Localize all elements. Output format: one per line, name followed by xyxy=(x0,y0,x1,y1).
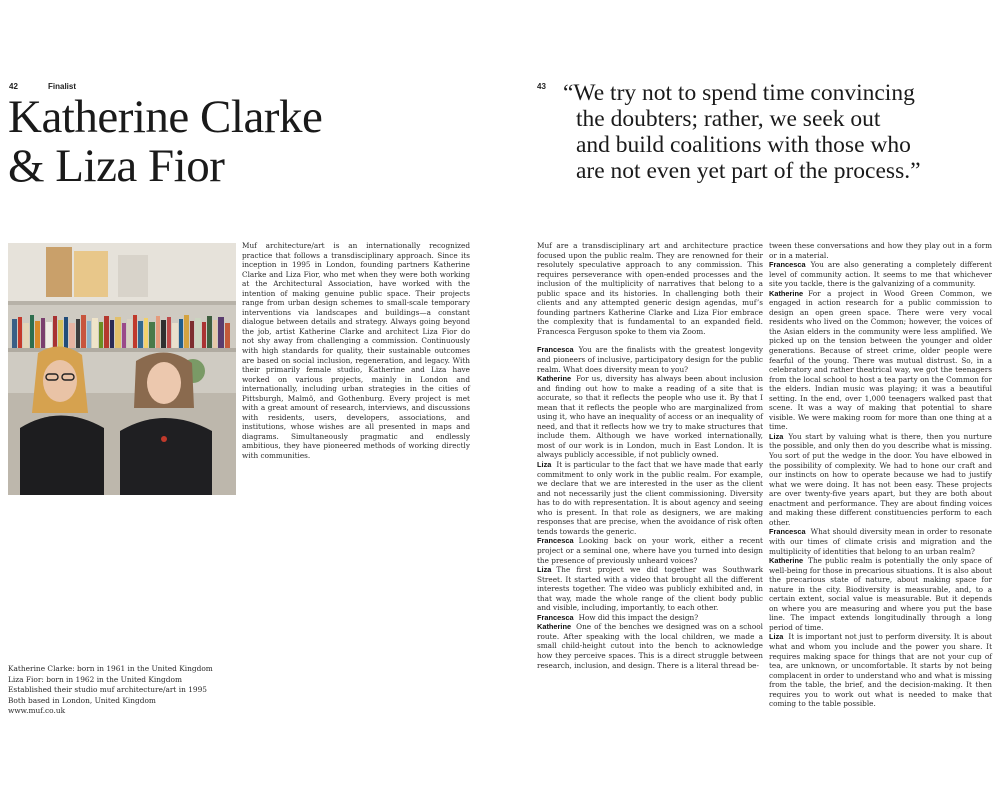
credit-line: Both based in London, United Kingdom xyxy=(8,695,156,705)
interview-turn xyxy=(537,565,763,613)
title-line-2: & Liza Fior xyxy=(8,140,225,192)
interview-turn xyxy=(769,556,992,632)
interview-column-2 xyxy=(769,241,992,709)
interview-turn xyxy=(537,613,763,623)
section-label: Finalist xyxy=(48,82,77,91)
interview-turn xyxy=(537,536,763,565)
interview-turn xyxy=(537,622,763,670)
interview-turn xyxy=(769,432,992,527)
speaker-name: Francesca xyxy=(537,536,574,546)
speaker-name: Liza xyxy=(769,632,784,642)
quote-line: the doubters; rather, we seek out xyxy=(576,106,881,132)
intro-text xyxy=(242,241,470,461)
speaker-name: Katherine xyxy=(537,374,572,384)
page-number-right: 43 xyxy=(537,82,546,91)
speaker-name: Francesca xyxy=(537,612,574,622)
turn-text: You are the finalists with the greatest longevity and pioneers of inclusive, participatory design for the public realm. What does diversity mean to you? xyxy=(537,345,763,374)
interview-lead: tween these conversations and how they play out in a form or in a material. xyxy=(769,241,992,260)
speaker-name: Francesca xyxy=(769,260,806,270)
speaker-name: Liza xyxy=(537,460,552,470)
interview-turn xyxy=(769,289,992,432)
interview-turn xyxy=(537,345,763,374)
turn-text: Looking back on your work, either a recent project or a seminal one, where have you turned into design the presence of previously unheard voices? xyxy=(537,536,763,565)
quote-line: and build coalitions with those who xyxy=(576,132,911,158)
turn-text: One of the benches we designed was on a school route. After speaking with the local children, we made a small child-height cutout into the bench to acknowledge how they perceive spaces. This is a direct struggle between research, inclusion, and design. There is a literal thread be- xyxy=(537,622,763,670)
credit-line: Established their studio muf architecture/art in 1995 xyxy=(8,685,207,695)
turn-text: You start by valuing what is there, then you nurture the possible, and only then do you describe what is missing. You sort of put the wedge in the door. You have elbowed in the possibility of complexity. We had to hone our craft and our instincts on how to operate because we had to justify what we were doing. It has not been easy. These projects are over twenty-five years apart, but they are both about enactment and performance. They are about finding voices and making these different constituencies perform to each other. xyxy=(769,431,992,527)
turn-text: It is particular to the fact that we have made that early commitment to only work in the public realm. For example, we declare that we are interested in the user as the client and not necessarily just the client commissioning. Diversity has to do with representation. It is about agency and seeing who is present. In that role as designers, we are making responses that are precise, when the avoidance of risk often tends towards the generic. xyxy=(537,460,763,536)
interview-turn xyxy=(769,260,992,289)
credit-url: www.muf.co.uk xyxy=(8,706,66,716)
turn-text: You are also generating a completely different level of community action. It seems to me that whichever site you tackle, there is the galvanizing of a community. xyxy=(769,260,992,289)
page-number-left: 42 xyxy=(9,82,18,91)
speaker-name: Liza xyxy=(769,431,784,441)
speaker-name: Katherine xyxy=(537,622,572,632)
credits-block xyxy=(8,664,213,717)
speaker-name: Katherine xyxy=(769,288,804,298)
interview-turn xyxy=(537,374,763,460)
speaker-name: Francesca xyxy=(769,527,806,537)
quote-line: are not even yet part of the process.” xyxy=(576,158,921,184)
interview-turn xyxy=(769,632,992,708)
pull-quote xyxy=(563,80,988,184)
credit-line: Katherine Clarke: born in 1961 in the United Kingdom xyxy=(8,664,213,673)
turn-text: What should diversity mean in order to resonate with our times of climate crisis and migration and the multiplicity of identities that belong to an urban realm? xyxy=(769,527,992,556)
page-title xyxy=(8,93,322,191)
speaker-name: Francesca xyxy=(537,345,574,355)
turn-text: For us, diversity has always been about inclusion and finding out how to make a reading of a site that is accurate, so that it reflects the people who use it. By that I mean that it reflects the people who are marginalized from using it, who have an inequality of access or an inequality of need, and that it reflects how we try to make structures that include them. Although we have worked internationally, most of our work is in London, much in East London. It is always publicly accessible, if not publicly owned. xyxy=(537,374,763,460)
interview-turn xyxy=(769,527,992,556)
speaker-name: Liza xyxy=(537,565,552,575)
interview-turn xyxy=(537,460,763,536)
interview-lead: Muf are a transdisciplinary art and architecture practice focused upon the public realm. They are renowned for their resolutely speculative approach to any commission. This requires perseverance with open-ended processes and the inclusion of the multiplicity of narratives that belong to a public space and its histories. In challenging both their clients and any attempted generic design agendas, muf’s founding partners Katherine Clarke and Liza Fior embrace the complexity that is fundamental to an expanded field. Francesca Ferguson spoke to them via Zoom. xyxy=(537,241,763,336)
interview-column-1 xyxy=(537,241,763,670)
turn-text: It is important not just to perform diversity. It is about what and whom you include and the power you share. It requires making space for things that are not your cup of tea, are unknown, or uncomfortable. It starts by not being complacent in order to understand who and what is missing from the table, the brief, and the decision-making. It then requires you to work out what is needed to make that coming to the table possible. xyxy=(769,632,992,709)
portrait-illustration xyxy=(8,243,236,495)
quote-line: “We try not to spend time convincing xyxy=(563,80,915,106)
title-line-1: Katherine Clarke xyxy=(8,91,323,143)
credit-line: Liza Fior: born in 1962 in the United Kingdom xyxy=(8,674,182,684)
turn-text: How did this impact the design? xyxy=(578,612,699,622)
speaker-name: Katherine xyxy=(769,556,804,566)
turn-text: For a project in Wood Green Common, we engaged in action research for a public commission to design an open green space. There were very vocal residents who lived on the Common; however, the voices of the Asian elders in the community were less amplified. We picked up on the tension between the younger and older generations. Because of street crime, older people were fearful of the young. There was mutual distrust. So, in a celebratory and rather theatrical way, we got the teenagers from the local school to host a tea party on the Common for the elders. Indian music was playing; it was a beautiful setting. In the end, over 1,000 teenagers walked past that scene. It was a way of making that potential to share visible. We were making room for more than one thing at a time. xyxy=(769,288,992,432)
intro-paragraph: Muf architecture/art is an internationally recognized practice that follows a transdisciplinary approach. Since its inception in 1995 in London, founding partners Katherine Clarke and Liza Fior, who met when they were both working at the Architectural Association, have worked with the intention of making genuine public space. Their projects range from urban design schemes to small-scale temporary interventions via landscapes and buildings—a constant dialogue between details and strategy. Always going beyond the job, artist Katherine Clarke and architect Liza Fior do not shy away from challenging a commission. Continuously with high standards for quality, their sustainable outcomes are based on social inclusion, regeneration, and legacy. With their primarily female studio, Katherine and Liza have worked on various projects, mainly in London and internationally, including urban strategies in the cities of Pittsburgh, Malmö, and Gothenburg. Every project is met with a great amount of research, interviews, and discussions with residents, users, developers, associations, and institutions, whose wishes are all presented in maps and diagrams. Simultaneously pragmatic and endlessly ambitious, they have pioneered methods of working directly with communities. xyxy=(242,241,470,461)
turn-text: The first project we did together was Southwark Street. It started with a video that brought all the different interests together. The video was publicly exhibited and, in that way, made the whole range of the client body public and visible, including, importantly, to each other. xyxy=(537,565,763,613)
turn-text: The public realm is potentially the only space of well-being for those in precarious situations. It is also about the precarious state of nature, about making space for nature in the city. Biodiversity is measurable, and, to a certain extent, social value is measurable. But it depends on where you are measuring and where you put the base line. The impact extends longitudinally through a long period of time. xyxy=(769,556,992,632)
portrait-photo xyxy=(8,243,236,495)
